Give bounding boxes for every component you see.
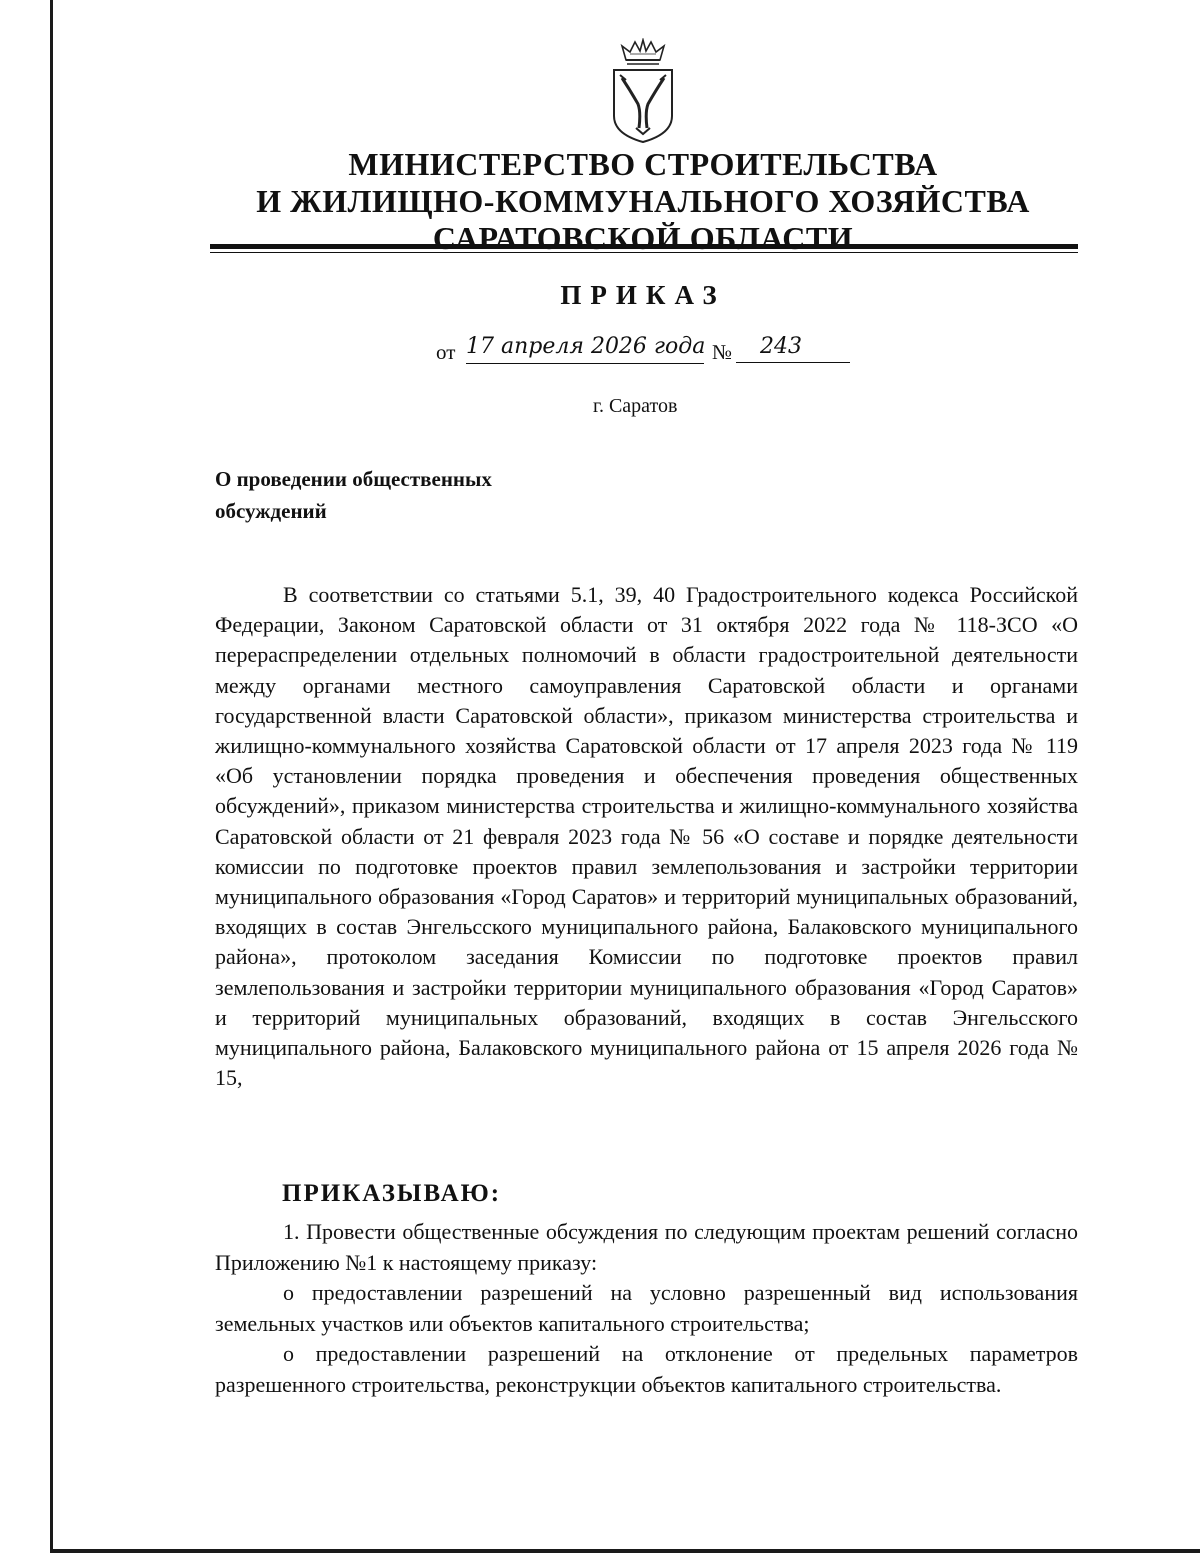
saratov-coat-of-arms-icon (608, 38, 678, 144)
order-subject-line-2: обсуждений (215, 499, 327, 523)
order-items (215, 1217, 1078, 1400)
order-date-number-line (430, 333, 860, 369)
city: г. Саратов (593, 395, 678, 417)
ministry-title-line-3: САРАТОВСКОЙ ОБЛАСТИ (432, 220, 854, 256)
number-prefix: № (712, 340, 733, 364)
ministry-title (210, 146, 1076, 257)
header-double-rule (210, 244, 1078, 253)
order-item-1-b: о предоставлении разрешений на отклонение от предельных параметров разрешенного строительства, реконструкции объектов капитального строительства. (215, 1341, 1078, 1397)
handwritten-number: 243 (736, 333, 850, 363)
date-prefix: от (436, 340, 456, 364)
preamble-paragraph: В соответствии со статьями 5.1, 39, 40 Градостроительного кодекса Российской Федерации, Законом Саратовской области от 31 октября 2022 года № 118-ЗСО «О перераспределении отдельных полномочий в области градостроительной деятельности между органами местного самоуправления Саратовской области и органами государственной власти Саратовской области», приказом министерства строительства и жилищно-коммунального хозяйства Саратовской области от 17 апреля 2023 года № 119 «Об установлении порядка проведения и обеспечения проведения общественных обсуждений», приказом министерства строительства и жилищно-коммунального хозяйства Саратовской области от 21 февраля 2023 года № 56 «О составе и порядке деятельности комиссии по подготовке проектов правил землепользования и застройки территории муниципального образования «Город Саратов» и территорий муниципальных образований, входящих в состав Энгельсского муниципального района, Балаковского муниципального района», протоколом заседания Комиссии по подготовке проектов правил землепользования и застройки территории муниципального образования «Город Саратов» и территорий муниципальных образований, входящих в состав Энгельсского муниципального района, Балаковского муниципального района от 15 апреля 2026 года № 15, (215, 582, 1078, 1091)
ministry-title-line-1: МИНИСТЕРСТВО СТРОИТЕЛЬСТВА (348, 146, 938, 182)
order-subject-line-1: О проведении общественных (215, 467, 492, 491)
order-item-1-a: о предоставлении разрешений на условно разрешенный вид использования земельных участков или объектов капитального строительства; (215, 1280, 1078, 1336)
order-heading: ПРИКАЗ (560, 280, 726, 310)
order-subject (215, 463, 615, 527)
scan-border-left (50, 0, 53, 1553)
order-item-1: 1. Провести общественные обсуждения по следующим проектам решений согласно Приложению №1 к настоящему приказу: (215, 1219, 1078, 1275)
directive-heading: ПРИКАЗЫВАЮ: (282, 1180, 502, 1207)
scan-border-bottom (50, 1549, 1200, 1553)
ministry-title-line-2: И ЖИЛИЩНО-КОММУНАЛЬНОГО ХОЗЯЙСТВА (256, 183, 1030, 219)
handwritten-date: 17 апреля 2026 года (466, 333, 704, 364)
